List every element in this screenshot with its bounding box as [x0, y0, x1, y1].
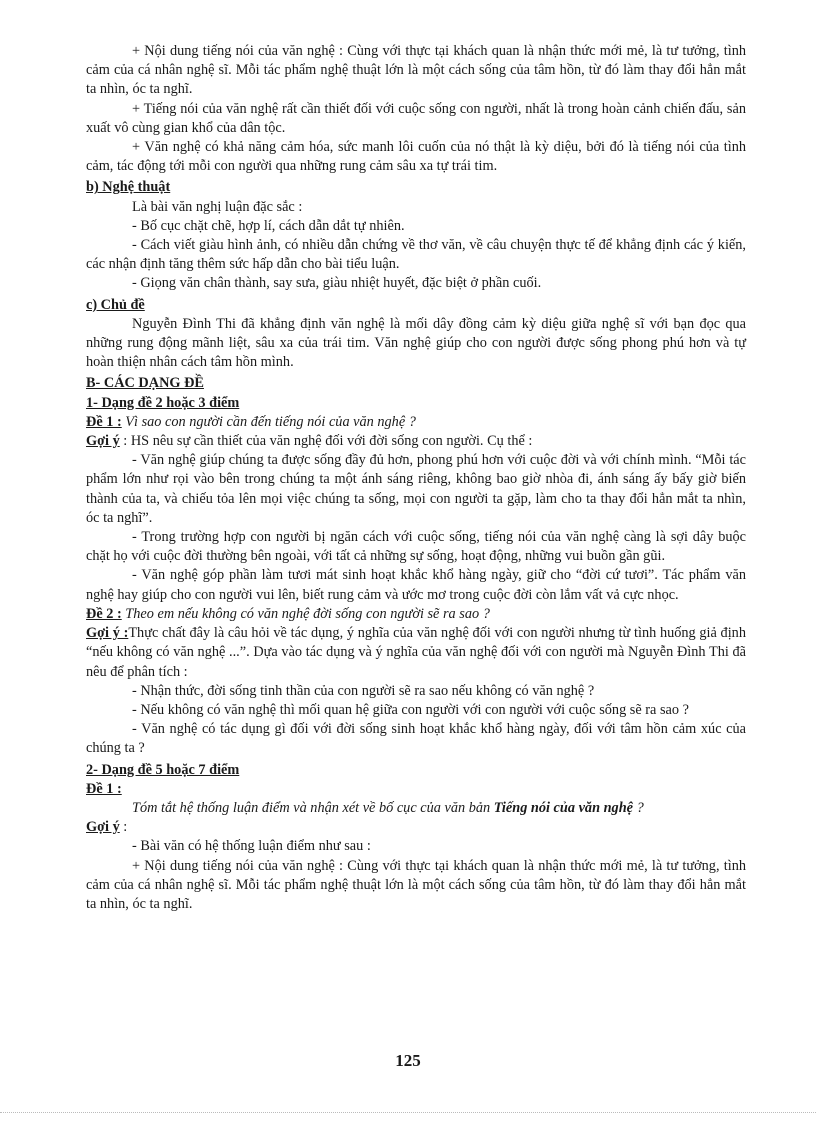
document-page	[86, 42, 746, 914]
list-item: - Giọng văn chân thành, say sưa, giàu nhiệt huyết, đặc biệt ở phần cuối.	[132, 275, 542, 292]
question-label-dang-2	[86, 780, 746, 799]
page-number: 125	[395, 1051, 421, 1070]
page-bottom-divider	[0, 1112, 816, 1113]
paragraph: + Văn nghệ có khả năng cảm hóa, sức manh lôi cuốn của nó thật là kỳ diệu, bởi đó là tiếng nói của tình cảm, tác động tới mỗi con người qua những rung cảm sâu xa tự trái tim.	[86, 139, 746, 175]
list-item: - Bố cục chặt chẽ, hợp lí, cách dẫn dắt tự nhiên.	[132, 217, 405, 234]
question-de-1	[86, 413, 746, 432]
list-item: - Cách viết giàu hình ảnh, có nhiều dẫn chứng về thơ văn, về câu chuyện thực tế để khẳng định các ý kiến, các nhận định tăng thêm sức hấp dẫn cho bài tiểu luận.	[86, 237, 746, 273]
hint-colon: :	[119, 819, 128, 836]
list-item: + Nội dung tiếng nói của văn nghệ : Cùng với thực tại khách quan là nhận thức mới mẻ, là tư tưởng, tình cảm của cá nhân nghệ sĩ. Mỗi tác phẩm nghệ thuật lớn là một cách sống của tâm hồn, từ đó làm thay đổi hẳn mắt ta nhìn, óc ta nghĩ.	[86, 857, 746, 912]
question-text: Vì sao con người cần đến tiếng nói của văn nghệ ?	[121, 413, 416, 430]
hint-de-1	[86, 432, 746, 451]
work-title: Tiếng nói của văn nghệ	[493, 799, 633, 816]
section-heading-chu-de: c) Chủ đề	[86, 296, 145, 313]
hint-text: : HS nêu sự cần thiết của văn nghệ đối với đời sống con người. Cụ thể :	[119, 433, 533, 450]
hint-label: Gợi ý :	[86, 625, 129, 642]
hint-dang-2	[86, 818, 746, 837]
hint-de-2	[86, 624, 746, 682]
question-de-2	[86, 605, 746, 624]
question-label: Đề 2 :	[86, 605, 122, 622]
question-text: Tóm tắt hệ thống luận điểm và nhận xét về bố cục của văn bản	[132, 799, 494, 816]
paragraph: + Tiếng nói của văn nghệ rất cần thiết đối với cuộc sống con người, nhất là trong hoàn cảnh chiến đấu, sản xuất vô cùng gian khổ của dân tộc.	[86, 100, 746, 136]
list-item: - Văn nghệ góp phần làm tươi mát sinh hoạt khắc khổ hàng ngày, giữ cho “đời cứ tươi”. Tác phẩm văn nghệ hay giúp cho con người vui lên, biết rung cảm và ước mơ trong cuộc đời còn lắm vất vả cực nhọc.	[86, 567, 746, 603]
hint-label: Gợi ý	[86, 819, 120, 836]
hint-label: Gợi ý	[86, 433, 120, 450]
section-heading-dang-2: 2- Dạng đề 5 hoặc 7 điểm	[86, 761, 240, 778]
paragraph: + Nội dung tiếng nói của văn nghệ : Cùng với thực tại khách quan là nhận thức mới mẻ, là tư tưởng, tình cảm của cá nhân nghệ sĩ. Mỗi tác phẩm nghệ thuật lớn là một cách sống của tâm hồn, từ đó làm thay đổi hẳn mắt ta nhìn, óc ta nghĩ.	[86, 43, 746, 98]
list-item: - Nhận thức, đời sống tinh thần của con người sẽ ra sao nếu không có văn nghệ ?	[132, 682, 595, 699]
list-item: - Văn nghệ có tác dụng gì đối với đời sống sinh hoạt khắc khổ hàng ngày, đối với tâm hồn cảm xúc của chúng ta ?	[86, 721, 746, 757]
question-label: Đề 1 :	[86, 780, 122, 797]
list-item: - Bài văn có hệ thống luận điểm như sau :	[132, 838, 371, 855]
list-item: - Trong trường hợp con người bị ngăn cách với cuộc sống, tiếng nói của văn nghệ càng là sợi dây buộc chặt họ với cuộc đời thường bên ngoài, với tất cả những sự sống, hoạt động, những vui buồn gần gũi.	[86, 529, 746, 565]
hint-text: Thực chất đây là câu hỏi về tác dụng, ý nghĩa của văn nghệ đối với con người nhưng từ tình huống giả định “nếu không có văn nghệ ...”. Dựa vào tác dụng và ý nghĩa của văn nghệ đối với con người mà Nguyễn Đình Thi đã nêu để phân tích :	[86, 625, 746, 680]
section-heading-b: B- CÁC DẠNG ĐỀ	[86, 375, 204, 392]
section-heading-nghe-thuat: b) Nghệ thuật	[86, 179, 171, 196]
section-heading-dang-1: 1- Dạng đề 2 hoặc 3 điểm	[86, 394, 240, 411]
question-text: Theo em nếu không có văn nghệ đời sống con người sẽ ra sao ?	[121, 605, 490, 622]
paragraph: Nguyễn Đình Thi đã khẳng định văn nghệ là mối dây đồng cảm kỳ diệu giữa nghệ sĩ với bạn đọc qua những rung động mãnh liệt, sâu xa của trái tim. Văn nghệ giúp cho con người được sống phong phú hơn và tự hoàn thiện nhân cách tâm hồn mình.	[86, 315, 746, 371]
question-end: ?	[633, 799, 644, 816]
list-item: - Văn nghệ giúp chúng ta được sống đầy đủ hơn, phong phú hơn với cuộc đời và với chính mình. “Mỗi tác phẩm lớn như rọi vào bên trong chúng ta một ánh sáng riêng, không bao giờ nhòa đi, ánh sáng ấy bấy giờ biến thành của ta, và chiếu tỏa lên mọi việc chúng ta sống, mọi con người ta gặp, làm cho ta thay đổi hẳn mắt ta nhìn, óc ta nghĩ”.	[86, 452, 746, 526]
paragraph: Là bài văn nghị luận đặc sắc :	[132, 198, 303, 215]
question-label: Đề 1 :	[86, 413, 122, 430]
question-text-dang-2	[86, 799, 746, 818]
list-item: - Nếu không có văn nghệ thì mối quan hệ giữa con người với con người với cuộc sống sẽ ra sao ?	[132, 701, 689, 718]
